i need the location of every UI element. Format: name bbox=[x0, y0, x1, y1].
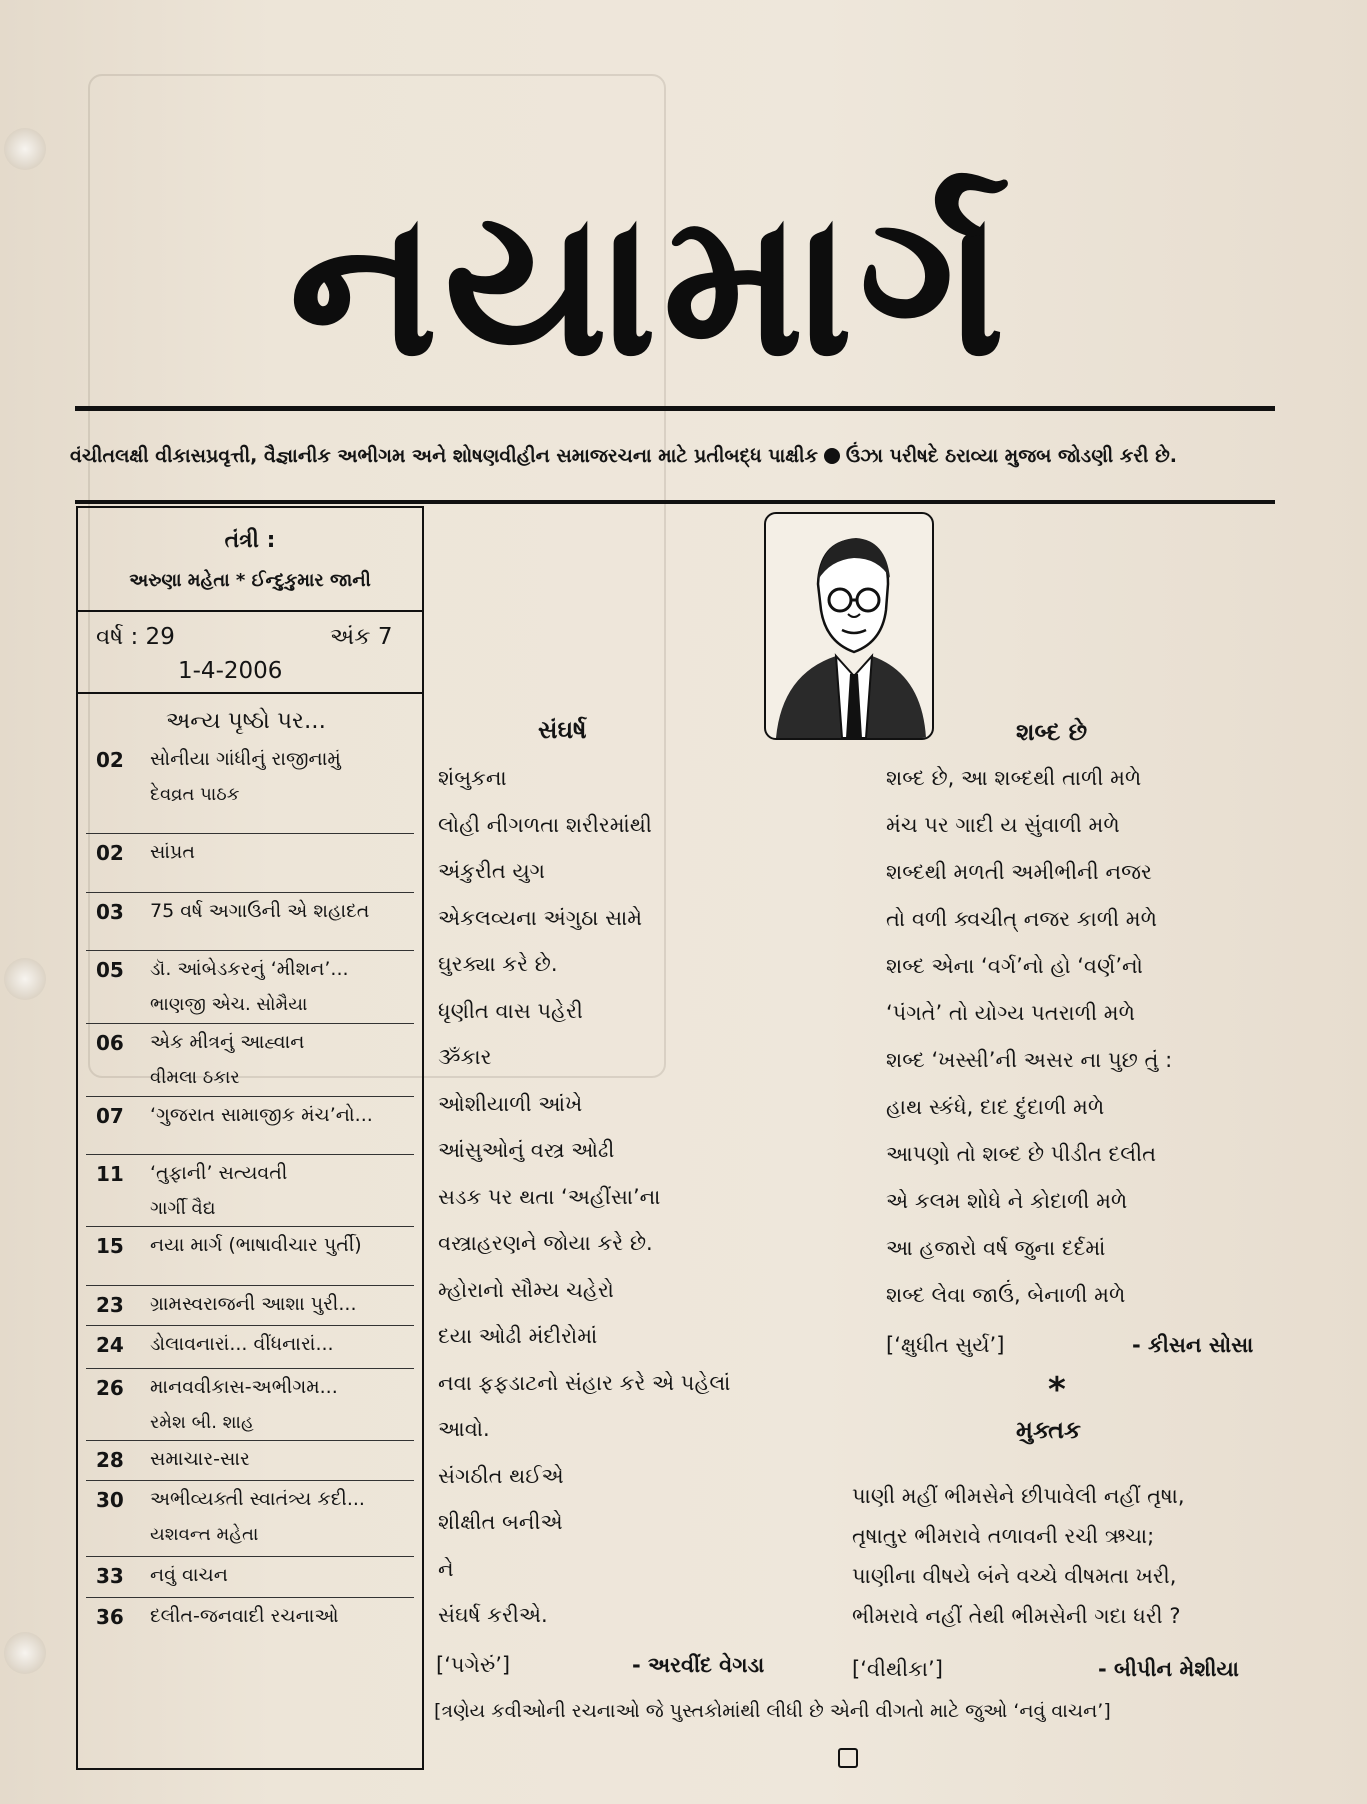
poem-sangharsh-line: શંબુકના bbox=[438, 766, 507, 790]
poem-muktak-source: [‘વીથીકા’] bbox=[852, 1657, 943, 1681]
poem-muktak-title: મુક્તક bbox=[1016, 1416, 1081, 1444]
contents-page-number: 30 bbox=[96, 1488, 124, 1512]
editors-names: અરુણા મહેતા * ઈન્દુકુમાર જાની bbox=[129, 570, 371, 591]
poem-sangharsh-line: લોહી નીગળતા શરીરમાંથી bbox=[438, 812, 652, 837]
poem-shabd-author: - કીસન સોસા bbox=[1132, 1333, 1254, 1357]
poem-sangharsh-source: [‘પગેરું’] bbox=[436, 1653, 511, 1677]
ambedkar-portrait bbox=[764, 512, 934, 740]
poem-sangharsh-line: અંકુરીત યુગ bbox=[438, 859, 545, 883]
contents-page-number: 36 bbox=[96, 1605, 124, 1629]
poem-shabd-line: ‘પંગતે’ તો યોગ્ય પતરાળી મળે bbox=[886, 1001, 1135, 1025]
contents-item-author: ગાર્ગી વૈદ્ય bbox=[150, 1198, 216, 1219]
poem-shabd-source: [‘ક્ષુધીત સુર્ય’] bbox=[886, 1333, 1005, 1357]
portrait-drawing bbox=[766, 514, 932, 738]
punch-hole-middle bbox=[4, 958, 46, 1000]
contents-item-title: ‘ગુજરાત સામાજીક મંચ’નો... bbox=[150, 1104, 373, 1126]
contents-separator bbox=[86, 950, 414, 951]
contents-item-author: યશવન્ત મહેતા bbox=[150, 1524, 259, 1545]
poem-shabd-line: એ કલમ શોધે ને કોદાળી મળે bbox=[886, 1189, 1128, 1213]
poem-sangharsh-line: સડક પર થતા ‘અહીંસા’ના bbox=[438, 1184, 661, 1209]
contents-page-number: 07 bbox=[96, 1104, 124, 1128]
poem-shabd-title: શબ્દ છે bbox=[1016, 718, 1088, 746]
masthead-rule bbox=[75, 406, 1275, 411]
poem-sangharsh-author: - અરવીંદ વેગડા bbox=[632, 1653, 765, 1677]
contents-separator bbox=[86, 1154, 414, 1155]
contents-separator bbox=[86, 1325, 414, 1326]
contents-page-number: 15 bbox=[96, 1234, 124, 1258]
poem-shabd-line: શબ્દ એના ‘વર્ગ’નો હો ‘વર્ણ’નો bbox=[886, 954, 1143, 978]
poem-sangharsh-line: ધૃણીત વાસ પહેરી bbox=[438, 998, 583, 1023]
issue-year: વર્ષ : 29 bbox=[96, 624, 175, 650]
contents-item-title: નવું વાચન bbox=[150, 1564, 228, 1586]
poem-shabd-line: આપણો તો શબ્દ છે પીડીત દલીત bbox=[886, 1142, 1157, 1166]
poem-sangharsh-line: એકલવ્યના અંગુઠા સામે bbox=[438, 905, 643, 930]
poem-shabd-line: શબ્દથી મળતી અમીભીની નજર bbox=[886, 860, 1152, 884]
poem-muktak-line: પાણી મહીં ભીમસેને છીપાવેલી નહીં તૃષા, bbox=[852, 1484, 1185, 1508]
issue-number: અંક 7 bbox=[330, 624, 393, 650]
poem-sangharsh-line: આંસુઓનું વસ્ત્ર ઓઢી bbox=[438, 1138, 615, 1162]
poem-sangharsh-line: નવા ફફડાટનો સંહાર કરે એ પહેલાં bbox=[438, 1370, 731, 1395]
section-separator: * bbox=[1048, 1370, 1066, 1410]
contents-separator bbox=[86, 1023, 414, 1024]
contents-page-number: 11 bbox=[96, 1162, 124, 1186]
contents-item-title: સાંપ્રત bbox=[150, 841, 195, 863]
poem-shabd-line: મંચ પર ગાદી ય સુંવાળી મળે bbox=[886, 813, 1120, 837]
poem-sangharsh-line: વસ્ત્રાહરણને જોયા કરે છે. bbox=[438, 1231, 653, 1255]
punch-hole-bottom bbox=[4, 1632, 46, 1674]
contents-item-title: સમાચાર-સાર bbox=[150, 1448, 250, 1470]
poem-shabd-line: શબ્દ લેવા જાઉં, બેનાળી મળે bbox=[886, 1283, 1126, 1307]
contents-page-number: 33 bbox=[96, 1564, 124, 1588]
contents-page-number: 05 bbox=[96, 958, 124, 982]
punch-hole-top bbox=[4, 128, 46, 170]
contents-page-number: 28 bbox=[96, 1448, 124, 1472]
poem-shabd-line: હાથ સ્કંધે, દાદ દુંદાળી મળે bbox=[886, 1095, 1105, 1119]
contents-separator bbox=[86, 1285, 414, 1286]
contents-item-title: સોનીયા ગાંધીનું રાજીનામું bbox=[150, 748, 341, 770]
contents-item-author: વીમલા ઠકાર bbox=[150, 1067, 240, 1088]
contents-item-title: અભીવ્યક્તી સ્વાતંત્ર્ય કદી... bbox=[150, 1488, 365, 1510]
poem-sangharsh-line: ૐકાર bbox=[438, 1045, 492, 1069]
contents-separator bbox=[86, 1440, 414, 1441]
poem-sangharsh-line: સંગઠીત થઈએ bbox=[438, 1463, 564, 1488]
contents-separator bbox=[86, 1556, 414, 1557]
contents-title: અન્ય પૃષ્ઠો પર... bbox=[166, 708, 326, 734]
poem-sangharsh-line: મ્હોરાનો સૌમ્ય ચહેરો bbox=[438, 1277, 614, 1302]
poem-sangharsh-line: આવો. bbox=[438, 1417, 490, 1441]
contents-separator bbox=[86, 1597, 414, 1598]
poem-shabd-line: તો વળી ક્વચીત્ નજર કાળી મળે bbox=[886, 907, 1157, 931]
contents-separator bbox=[86, 833, 414, 834]
contents-page-number: 06 bbox=[96, 1031, 124, 1055]
editorial-header bbox=[78, 508, 422, 694]
poem-sangharsh-line: દયા ઓઢી મંદીરોમાં bbox=[438, 1324, 598, 1348]
poem-muktak-author: - બીપીન મેશીયા bbox=[1098, 1657, 1239, 1681]
contents-page-number: 02 bbox=[96, 841, 124, 865]
contents-item-author: ભાણજી એચ. સોમૈયા bbox=[150, 994, 308, 1015]
contents-page-number: 02 bbox=[96, 748, 124, 772]
contents-box bbox=[76, 506, 424, 1770]
poem-sangharsh-line: ઓશીયાળી આંખે bbox=[438, 1091, 583, 1116]
poem-sangharsh-line: સંઘર્ષ કરીએ. bbox=[438, 1603, 548, 1627]
tagline bbox=[70, 438, 1280, 474]
end-mark-icon bbox=[838, 1748, 858, 1768]
poem-sangharsh-line: શીક્ષીત બનીએ bbox=[438, 1510, 563, 1534]
contents-item-title: ડૉ. આંબેડકરનું ‘મીશન’... bbox=[150, 958, 349, 980]
contents-separator bbox=[86, 1480, 414, 1481]
contents-separator bbox=[86, 1368, 414, 1369]
contents-item-title: ‘તુફાની’ સત્યવતી bbox=[150, 1162, 288, 1184]
bullet-icon bbox=[824, 448, 840, 464]
contents-separator bbox=[86, 1096, 414, 1097]
contents-item-title: માનવવીકાસ-અભીગમ... bbox=[150, 1376, 338, 1398]
poem-shabd-line: શબ્દ છે, આ શબ્દથી તાળી મળે bbox=[886, 766, 1142, 790]
editors-label: તંત્રી : bbox=[224, 528, 276, 553]
contents-page-number: 23 bbox=[96, 1293, 124, 1317]
contents-item-author: દેવવ્રત પાઠક bbox=[150, 784, 240, 805]
editors-divider bbox=[78, 610, 422, 612]
poem-shabd-line: શબ્દ ‘ખસ્સી’ની અસર ના પુછ તું : bbox=[886, 1048, 1173, 1072]
poem-sangharsh-title: સંઘર્ષ bbox=[538, 716, 587, 744]
contents-item-title: ગ્રામસ્વરાજની આશા પુરી... bbox=[150, 1293, 357, 1315]
contents-page-number: 26 bbox=[96, 1376, 124, 1400]
tagline-rule bbox=[75, 500, 1275, 504]
contents-separator bbox=[86, 892, 414, 893]
contents-item-title: નયા માર્ગ (ભાષાવીચાર પુર્તી) bbox=[150, 1234, 362, 1256]
poem-muktak-line: ભીમરાવે નહીં તેથી ભીમસેની ગદા ધરી ? bbox=[852, 1604, 1181, 1628]
issue-date: 1-4-2006 bbox=[178, 658, 283, 684]
poem-muktak-line: તૃષાતુર ભીમરાવે તળાવની રચી ઋચા; bbox=[852, 1524, 1155, 1548]
masthead-title: નયામાર્ગ bbox=[288, 168, 1011, 401]
contents-item-title: દલીત-જનવાદી રચનાઓ bbox=[150, 1605, 339, 1627]
contents-page-number: 24 bbox=[96, 1333, 124, 1357]
poem-shabd-line: આ હજારો વર્ષ જુના દર્દમાં bbox=[886, 1236, 1106, 1260]
contents-item-title: એક મીત્રનું આહ્વાન bbox=[150, 1031, 305, 1053]
contents-separator bbox=[86, 1226, 414, 1227]
poem-sangharsh-line: ઘુરક્યા કરે છે. bbox=[438, 952, 558, 976]
contents-page-number: 03 bbox=[96, 900, 124, 924]
contents-item-title: 75 વર્ષ અગાઉની એ શહાદત bbox=[150, 900, 370, 922]
footnote: [ત્રણેય કવીઓની રચનાઓ જે પુસ્તકોમાંથી લીધી છે એની વીગતો માટે જુઓ ‘નવું વાચન’] bbox=[434, 1700, 1111, 1722]
contents-item-author: રમેશ બી. શાહ bbox=[150, 1412, 254, 1433]
tagline-text: વંચીતલક્ષી વીકાસપ્રવૃત્તી, વૈજ્ઞાનીક અભીગમ અને શોષણવીહીન સમાજરચના માટે પ્રતીબદ્ધ પાક્ષીક bbox=[70, 445, 818, 467]
poem-sangharsh-line: ને bbox=[438, 1556, 454, 1581]
tagline-note: ઉંઝા પરીષદે ઠરાવ્યા મુજબ જોડણી કરી છે. bbox=[845, 445, 1178, 467]
poem-muktak-line: પાણીના વીષયે બંને વચ્ચે વીષમતા ખરી, bbox=[852, 1564, 1177, 1588]
contents-item-title: ડોલાવનારાં... વીંધનારાં... bbox=[150, 1333, 334, 1355]
